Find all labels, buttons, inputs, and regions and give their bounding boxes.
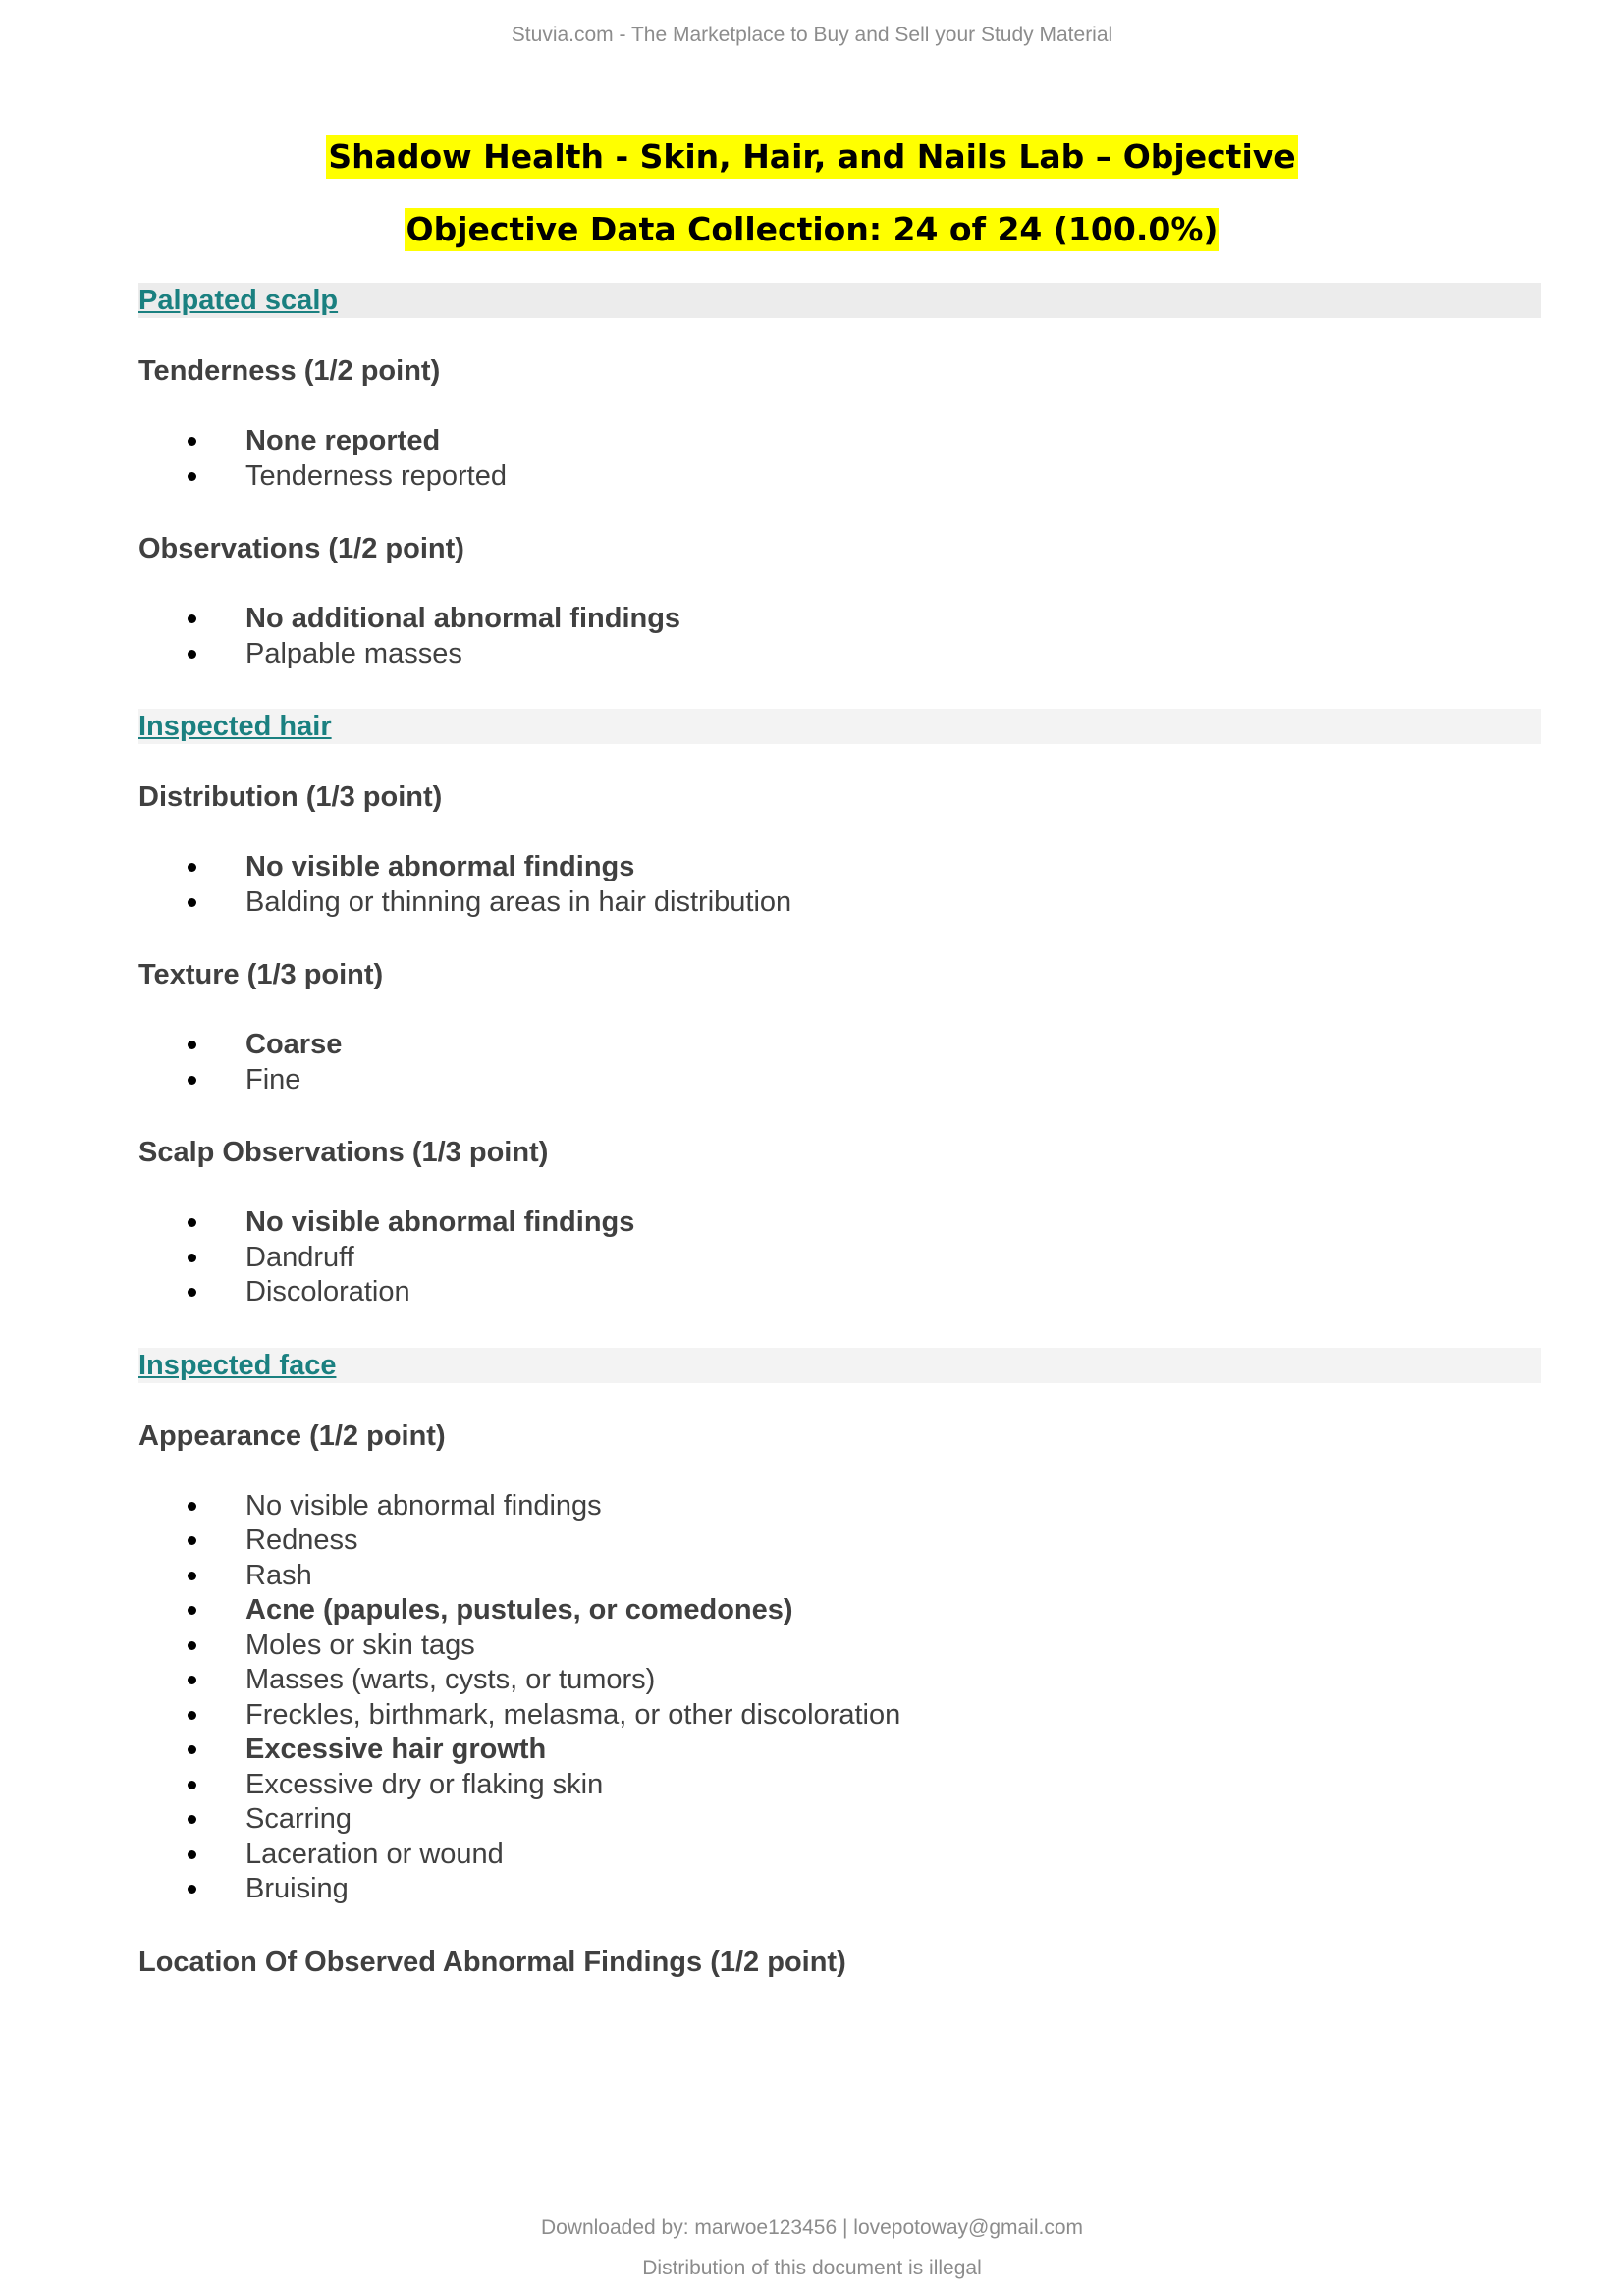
option-selected: None reported — [138, 424, 1541, 459]
question-label: Observations (1/2 point) — [138, 533, 464, 564]
option: Discoloration — [138, 1275, 1541, 1310]
score-summary: Objective Data Collection: 24 of 24 (100.0%) — [405, 208, 1220, 251]
option: Rash — [138, 1559, 1541, 1594]
option: Redness — [138, 1523, 1541, 1559]
question-label: Tenderness (1/2 point) — [138, 355, 441, 387]
option-list — [138, 424, 1541, 494]
option: No visible abnormal findings — [138, 1489, 1541, 1524]
option-selected: No visible abnormal findings — [138, 850, 1541, 885]
question-label: Scalp Observations (1/3 point) — [138, 1137, 549, 1168]
section-link-inspected-hair[interactable]: Inspected hair — [138, 711, 332, 742]
question-label: Location Of Observed Abnormal Findings (1/2 point) — [138, 1946, 846, 1978]
document-title: Shadow Health - Skin, Hair, and Nails Lab – Objective — [326, 135, 1297, 179]
option-selected: No visible abnormal findings — [138, 1205, 1541, 1241]
section-header-inspected-face — [138, 1348, 1541, 1383]
option: Dandruff — [138, 1241, 1541, 1276]
option-list — [138, 602, 1541, 671]
section-link-palpated-scalp[interactable]: Palpated scalp — [138, 285, 339, 316]
distribution-notice: Distribution of this document is illegal — [642, 2257, 982, 2279]
download-info: Downloaded by: marwoe123456 | lovepotoway@gmail.com — [540, 2216, 1084, 2239]
option-selected: No additional abnormal findings — [138, 602, 1541, 637]
section-header-inspected-hair — [138, 709, 1541, 744]
option: Tenderness reported — [138, 459, 1541, 495]
option: Balding or thinning areas in hair distribution — [138, 885, 1541, 921]
question-label: Distribution (1/3 point) — [138, 781, 443, 813]
question-label: Appearance (1/2 point) — [138, 1419, 446, 1452]
option-list — [138, 1205, 1541, 1310]
content — [138, 283, 1541, 2015]
option: Moles or skin tags — [138, 1629, 1541, 1664]
option: Excessive dry or flaking skin — [138, 1768, 1541, 1803]
option-selected: Excessive hair growth — [138, 1733, 1541, 1768]
section-link-inspected-face[interactable]: Inspected face — [138, 1349, 337, 1381]
page-header: Stuvia.com - The Marketplace to Buy and Sell your Study Material — [511, 24, 1113, 46]
option-selected: Acne (papules, pustules, or comedones) — [138, 1593, 1541, 1629]
option-list — [138, 850, 1541, 920]
option-list — [138, 1489, 1541, 1907]
option-list — [138, 1028, 1541, 1097]
option: Freckles, birthmark, melasma, or other discoloration — [138, 1698, 1541, 1734]
option: Bruising — [138, 1872, 1541, 1907]
option: Masses (warts, cysts, or tumors) — [138, 1663, 1541, 1698]
option-selected: Coarse — [138, 1028, 1541, 1063]
section-header-palpated-scalp — [138, 283, 1541, 318]
option: Palpable masses — [138, 637, 1541, 672]
option: Fine — [138, 1063, 1541, 1098]
option: Scarring — [138, 1802, 1541, 1838]
option: Laceration or wound — [138, 1838, 1541, 1873]
question-label: Texture (1/3 point) — [138, 959, 384, 990]
